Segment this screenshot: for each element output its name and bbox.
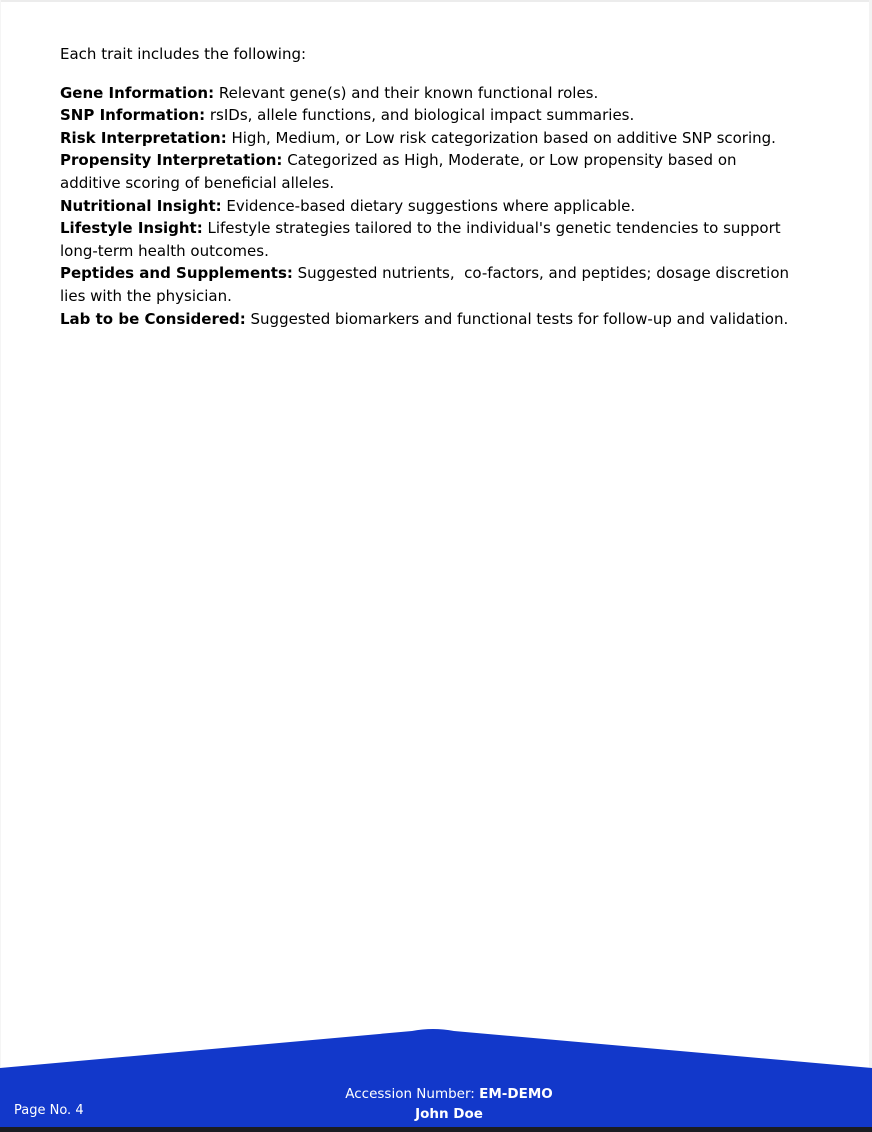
trait-item [60,127,800,150]
accession-label: Accession Number: [345,1086,480,1102]
trait-text: Suggested nutrients, co-factors, and peptides; dosage discretion lies with the physician. [60,264,794,305]
trait-item [60,308,800,331]
page-top-edge [0,0,872,2]
trait-label: SNP Information: [60,106,206,125]
trait-text: Evidence-based dietary suggestions where applicable. [221,196,636,215]
footer-banner [0,1029,872,1132]
bottom-strip [0,1127,872,1132]
trait-item [60,262,800,307]
trait-label: Propensity Interpretation: [60,151,283,170]
trait-label: Risk Interpretation: [60,128,227,147]
trait-item [60,217,800,262]
patient-name: John Doe [415,1106,483,1122]
intro-text: Each trait includes the following: [60,45,307,63]
trait-item [60,195,800,218]
trait-text: High, Medium, or Low risk categorization based on additive SNP scoring. [226,128,776,147]
accession-value: EM-DEMO [479,1086,553,1102]
trait-text: Categorized as High, Moderate, or Low propensity based on additive scoring of beneficial alleles. [60,151,742,192]
trait-item [60,104,800,127]
trait-label: Nutritional Insight: [60,196,222,215]
page-left-edge [0,0,1,1132]
trait-label: Peptides and Supplements: [60,264,293,283]
trait-text: Suggested biomarkers and functional tests for follow-up and validation. [245,309,789,328]
trait-text: Lifestyle strategies tailored to the individual's genetic tendencies to support long-term health outcomes. [60,219,786,260]
trait-text: Relevant gene(s) and their known functional roles. [214,83,599,102]
trait-label: Gene Information: [60,83,215,102]
trait-label: Lab to be Considered: [60,309,246,328]
page-content [60,43,800,330]
trait-label: Lifestyle Insight: [60,219,203,238]
page-number: Page No. 4 [14,1103,84,1118]
trait-list [60,82,800,331]
trait-item [60,82,800,105]
trait-item [60,149,800,194]
trait-text: rsIDs, allele functions, and biological impact summaries. [205,106,635,125]
accession-number [13,1084,872,1104]
